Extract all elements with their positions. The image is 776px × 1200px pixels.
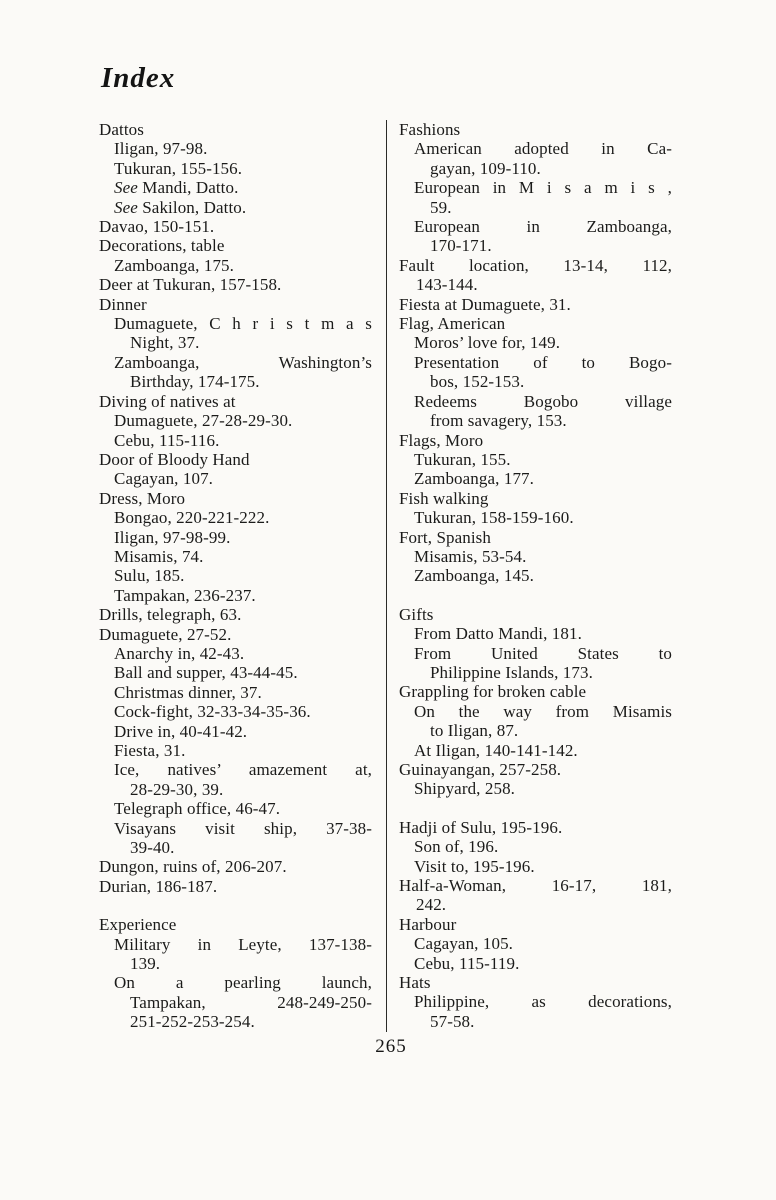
index-entry [399, 779, 672, 798]
index-line: Flag, American [399, 314, 506, 334]
index-line: Fish walking [399, 488, 489, 508]
index-entry [99, 256, 372, 275]
index-line: Cagayan, 105. [414, 934, 514, 954]
index-line: Iligan, 97-98-99. [114, 527, 231, 547]
index-entry [399, 489, 672, 508]
index-entry [399, 333, 672, 352]
see-cross-reference: See [114, 197, 138, 217]
index-entry [399, 256, 672, 295]
index-line: Son of, 196. [414, 837, 499, 857]
index-line: Fashions [399, 120, 461, 139]
index-line: Zamboanga, 175. [114, 255, 234, 275]
index-entry [99, 644, 372, 663]
index-entry [99, 295, 372, 314]
index-line: Door of Bloody Hand [99, 449, 250, 469]
index-line: 139. [130, 954, 161, 974]
index-entry [99, 314, 372, 353]
index-line: Drive in, 40-41-42. [114, 721, 248, 741]
index-entry [99, 605, 372, 624]
index-entry [99, 586, 372, 605]
index-entry [99, 799, 372, 818]
index-line: Dinner [99, 294, 147, 314]
index-entry [99, 178, 372, 197]
index-line: Presentation of to Bogo- [414, 352, 672, 372]
index-line: Fiesta, 31. [114, 741, 186, 760]
index-entry [99, 159, 372, 178]
index-entry [99, 528, 372, 547]
index-line: Cock-fight, 32-33-34-35-36. [114, 702, 311, 722]
index-line: Drills, telegraph, 63. [99, 605, 242, 625]
index-entry [399, 392, 672, 431]
index-line: Deer at Tukuran, 157-158. [99, 275, 282, 295]
index-line: Tampakan, 236-237. [114, 585, 256, 605]
index-entry [399, 508, 672, 527]
index-entry [99, 275, 372, 294]
index-line: See Mandi, Datto. [114, 178, 239, 198]
index-entry [99, 508, 372, 527]
index-line: Telegraph office, 46-47. [114, 799, 281, 819]
index-entry [99, 973, 372, 1031]
index-line: 57-58. [430, 1011, 475, 1031]
left-column [99, 120, 372, 1032]
index-line: Philippine, as decorations, [414, 992, 672, 1012]
index-entry [399, 295, 672, 314]
index-line: Bongao, 220-221-222. [114, 508, 270, 528]
index-entry [99, 411, 372, 430]
index-line: European in M i s a m i s , [414, 178, 672, 198]
index-entry [399, 139, 672, 178]
index-line: See Sakilon, Datto. [114, 197, 247, 217]
index-entry [99, 120, 372, 139]
index-line: 242. [416, 895, 447, 915]
page-number: 265 [375, 1036, 407, 1057]
index-line: Dumaguete, 27-28-29-30. [114, 411, 293, 431]
index-entry [399, 973, 672, 992]
index-line: Tukuran, 155-156. [114, 158, 243, 178]
index-line: Iligan, 97-98. [114, 139, 208, 159]
index-entry [399, 818, 672, 837]
index-line: Misamis, 74. [114, 546, 204, 566]
index-line: On the way from Misamis [414, 701, 672, 721]
index-line: 59. [430, 197, 452, 217]
index-line: Shipyard, 258. [414, 779, 516, 799]
index-line: Anarchy in, 42-43. [114, 643, 245, 663]
index-entry [99, 198, 372, 217]
index-line: Hadji of Sulu, 195-196. [399, 817, 563, 837]
index-entry [399, 469, 672, 488]
index-line: Birthday, 174-175. [130, 372, 260, 392]
index-line: 170-171. [430, 236, 492, 256]
index-entry [399, 624, 672, 643]
index-entry [99, 683, 372, 702]
index-line: Cagayan, 107. [114, 469, 214, 489]
index-entry [99, 489, 372, 508]
index-line: Moros’ love for, 149. [414, 333, 561, 353]
index-line: Guinayangan, 257-258. [399, 760, 562, 779]
index-line: Flags, Moro [399, 430, 484, 450]
index-line: bos, 152-153. [430, 372, 525, 392]
index-line: Decorations, table [99, 236, 225, 256]
index-entry [399, 992, 672, 1031]
index-line: Tukuran, 155. [414, 449, 511, 469]
index-line: Experience [99, 915, 177, 935]
index-line: Ball and supper, 43-44-45. [114, 663, 298, 683]
index-line: gayan, 109-110. [430, 158, 541, 178]
index-line: 28-29-30, 39. [130, 779, 224, 799]
index-line: Fiesta at Dumaguete, 31. [399, 294, 571, 314]
index-line: Cebu, 115-119. [414, 953, 520, 973]
index-line: From Datto Mandi, 181. [414, 624, 582, 644]
index-line: Zamboanga, Washington’s [114, 352, 372, 372]
index-line: Military in Leyte, 137-138- [114, 934, 372, 954]
index-line: Half-a-Woman, 16-17, 181, [399, 876, 672, 896]
index-line: Dungon, ruins of, 206-207. [99, 857, 287, 877]
index-line: Visit to, 195-196. [414, 856, 535, 876]
index-line: 251-252-253-254. [130, 1012, 255, 1032]
index-line: Gifts [399, 604, 434, 624]
index-line: Hats [399, 973, 431, 993]
index-entry [99, 450, 372, 469]
index-entry [99, 722, 372, 741]
index-line: Christmas dinner, 37. [114, 682, 262, 702]
index-entry [399, 178, 672, 217]
index-entry [399, 566, 672, 585]
index-entry [99, 217, 372, 236]
index-entry [399, 682, 672, 701]
index-line: Dumaguete, C h r i s t m a s [114, 314, 372, 334]
index-entry [399, 876, 672, 915]
index-line: Misamis, 53-54. [414, 546, 527, 566]
index-line: Philippine Islands, 173. [430, 662, 593, 682]
page-title: Index [101, 62, 176, 94]
index-line: Ice, natives’ amazement at, [114, 760, 372, 780]
index-entry [399, 314, 672, 333]
index-line: European in Zamboanga, [414, 217, 672, 237]
index-entry [99, 663, 372, 682]
index-entry [399, 934, 672, 953]
index-line: from savagery, 153. [430, 411, 567, 431]
index-entry [399, 353, 672, 392]
index-entry [99, 392, 372, 411]
index-line: Tukuran, 158-159-160. [414, 508, 574, 528]
index-line: Grappling for broken cable [399, 682, 587, 702]
index-line: Harbour [399, 914, 457, 934]
index-entry [399, 547, 672, 566]
index-line: Sulu, 185. [114, 566, 185, 586]
index-entry [99, 819, 372, 858]
index-entry [399, 605, 672, 624]
index-line: Fort, Spanish [399, 527, 491, 547]
index-line: Durian, 186-187. [99, 876, 218, 896]
index-line: American adopted in Ca- [414, 139, 672, 159]
index-entry [399, 837, 672, 856]
index-entry [399, 120, 672, 139]
index-line: Davao, 150-151. [99, 217, 215, 237]
index-line: Fault location, 13-14, 112, [399, 255, 672, 275]
index-entry [99, 547, 372, 566]
index-line: Zamboanga, 177. [414, 469, 534, 489]
see-cross-reference: See [114, 178, 138, 198]
index-line: At Iligan, 140-141-142. [414, 740, 578, 760]
index-entry [99, 353, 372, 392]
index-entry [99, 469, 372, 488]
index-line: Visayans visit ship, 37-38- [114, 818, 372, 838]
index-line: From United States to [414, 643, 672, 663]
index-line: to Iligan, 87. [430, 721, 519, 741]
index-entry [99, 760, 372, 799]
index-line: 143-144. [416, 275, 478, 295]
index-line: 39-40. [130, 838, 175, 858]
index-line: Redeems Bogobo village [414, 391, 672, 411]
column-divider [386, 120, 387, 1032]
index-line: Dress, Moro [99, 488, 186, 508]
index-entry [99, 236, 372, 255]
index-line: Dattos [99, 120, 144, 139]
index-entry [99, 139, 372, 158]
index-entry [399, 954, 672, 973]
right-column [399, 120, 672, 1032]
index-entry [99, 857, 372, 876]
index-line: Cebu, 115-116. [114, 430, 220, 450]
index-entry [99, 566, 372, 585]
index-entry [399, 760, 672, 779]
index-entry [399, 915, 672, 934]
index-entry [399, 450, 672, 469]
index-entry [399, 217, 672, 256]
index-entry [99, 935, 372, 974]
index-entry [399, 644, 672, 683]
index-entry [399, 431, 672, 450]
index-entry [99, 625, 372, 644]
index-entry [399, 702, 672, 741]
index-entry [99, 915, 372, 934]
index-line: Zamboanga, 145. [414, 566, 534, 586]
index-entry [399, 528, 672, 547]
index-entry [99, 877, 372, 896]
index-line: Dumaguete, 27-52. [99, 624, 232, 644]
index-line: Tampakan, 248-249-250- [130, 992, 372, 1012]
index-entry [99, 702, 372, 721]
index-entry [99, 741, 372, 760]
index-columns [99, 120, 683, 1032]
index-entry [399, 857, 672, 876]
index-line: Diving of natives at [99, 391, 236, 411]
index-line: Night, 37. [130, 333, 200, 353]
index-line: On a pearling launch, [114, 973, 372, 993]
index-entry [99, 431, 372, 450]
index-entry [399, 741, 672, 760]
